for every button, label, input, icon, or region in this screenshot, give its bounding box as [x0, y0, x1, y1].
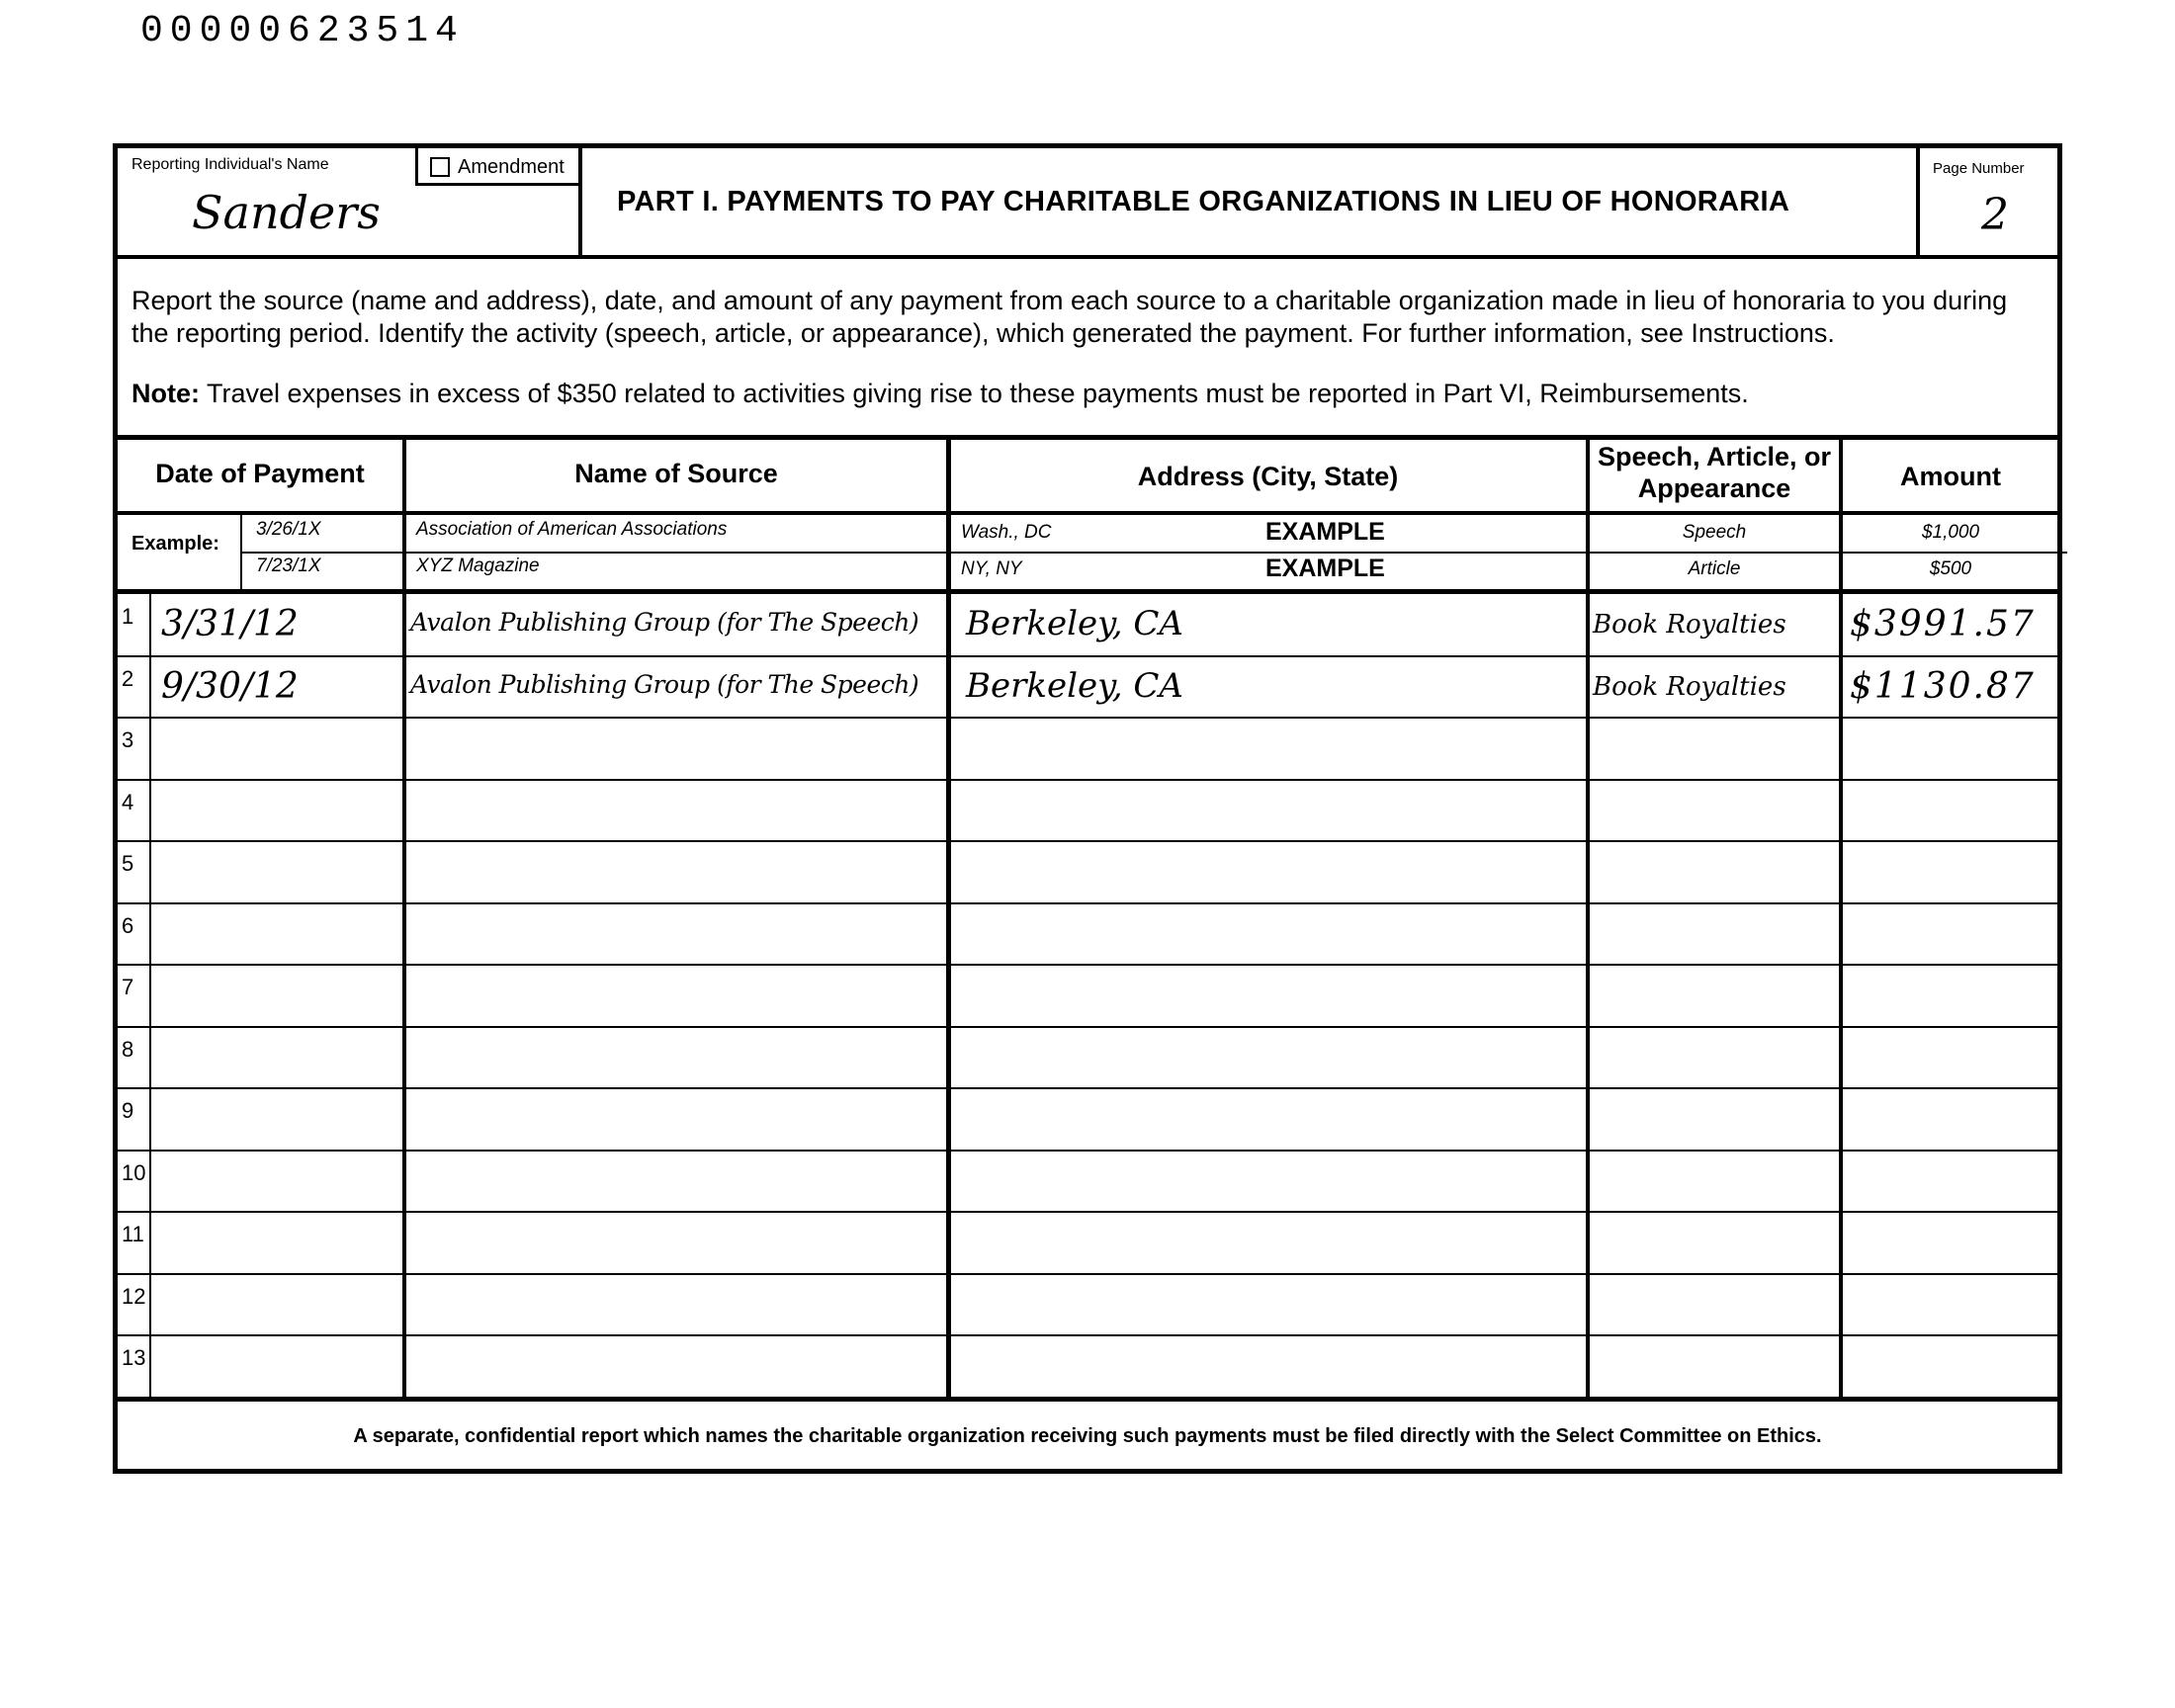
example-row-divider [240, 552, 2067, 554]
form-frame [113, 143, 2062, 1474]
instructions-bottom-rule [118, 435, 2057, 440]
table-bottom-rule [118, 1397, 2057, 1402]
row-number: 3 [122, 727, 134, 752]
header-divider-left [578, 148, 582, 255]
row-activity[interactable]: Book Royalties [1593, 610, 1786, 640]
row-number: 6 [122, 912, 134, 938]
instructions-note [131, 378, 2044, 410]
row-number: 2 [122, 665, 134, 691]
table-row [118, 841, 2057, 903]
example-2-amount: $500 [1929, 558, 1972, 579]
example-2-address: NY, NY [961, 558, 1022, 579]
row-number: 11 [122, 1222, 144, 1246]
note-text: Travel expenses in excess of $350 related to activities giving rise to these payments must be reported in Part VI, Reimbursements. [200, 379, 1749, 408]
example-1-source: Association of American Associations [416, 519, 728, 540]
reporting-name-label: Reporting Individual's Name [131, 156, 329, 173]
reporting-name-value: Sanders [192, 186, 381, 239]
col-header-date: Date of Payment [155, 459, 365, 488]
table-row [118, 594, 2057, 656]
row-amount[interactable]: $3991.57 [1850, 604, 2036, 644]
example-2-marker: EXAMPLE [1265, 555, 1385, 582]
page-number-value: 2 [1981, 190, 2009, 240]
col-header-amount: Amount [1900, 462, 2001, 491]
example-1-activity: Speech [1682, 522, 1747, 543]
row-activity[interactable]: Book Royalties [1593, 671, 1786, 702]
row-number: 8 [122, 1036, 134, 1062]
row-number: 1 [122, 604, 134, 629]
table-row [118, 656, 2057, 719]
example-1-marker: EXAMPLE [1265, 518, 1385, 546]
note-label: Note: [131, 379, 200, 408]
table-row [118, 1027, 2057, 1089]
amendment-label: Amendment [458, 156, 565, 178]
row-number: 12 [122, 1283, 146, 1309]
example-2-date: 7/23/1X [256, 555, 321, 576]
table-row [118, 1335, 2057, 1398]
amendment-checkbox[interactable] [430, 157, 450, 177]
col-header-activity: Speech, Article, or Appearance [1597, 442, 1832, 503]
row-number: 7 [122, 975, 134, 999]
row-address[interactable]: Berkeley, CA [966, 604, 1183, 643]
row-source[interactable]: Avalon Publishing Group (for The Speech) [410, 669, 919, 699]
table-row [118, 780, 2057, 842]
table-row [118, 965, 2057, 1027]
table-row [118, 1274, 2057, 1336]
header-divider-right [1916, 148, 1920, 255]
footer-note: A separate, confidential report which names the charitable organization receiving such payments must be filed directly with the Select Committee on Ethics. [353, 1425, 1822, 1447]
row-address[interactable]: Berkeley, CA [966, 665, 1183, 706]
example-2-activity: Article [1688, 558, 1741, 579]
col-header-address: Address (City, State) [1137, 462, 1399, 491]
row-number: 10 [122, 1159, 146, 1185]
row-number: 9 [122, 1098, 134, 1123]
row-number: 13 [122, 1345, 146, 1370]
table-row [118, 1151, 2057, 1213]
example-1-amount: $1,000 [1921, 522, 1980, 543]
row-date[interactable]: 9/30/12 [161, 665, 299, 707]
header-bottom-rule [118, 255, 2057, 259]
column-header-rule [118, 511, 2057, 515]
row-source[interactable]: Avalon Publishing Group (for The Speech) [410, 608, 919, 637]
example-label-divider [240, 515, 242, 594]
page-number-label: Page Number [1933, 160, 2025, 177]
table-row [118, 1212, 2057, 1274]
example-1-address: Wash., DC [961, 522, 1052, 543]
row-date[interactable]: 3/31/12 [161, 604, 299, 644]
table-row [118, 1088, 2057, 1151]
page-title: PART I. PAYMENTS TO PAY CHARITABLE ORGANIZATIONS IN LIEU OF HONORARIA [617, 186, 1790, 217]
row-number: 4 [122, 789, 134, 814]
example-label: Example: [131, 533, 219, 555]
instructions-text: Report the source (name and address), date, and amount of any payment from each source to a charitable organization made in lieu of honoraria to you during the reporting period. Identify the activity (speech, article, or appearance), which generated the payment. For further information, see Instructions. [131, 286, 2008, 348]
document-id: 00000623514 [140, 10, 465, 52]
table-row [118, 903, 2057, 966]
col-header-source: Name of Source [574, 459, 778, 488]
table-row [118, 718, 2057, 780]
row-number: 5 [122, 851, 134, 876]
example-1-date: 3/26/1X [256, 519, 321, 540]
row-amount[interactable]: $1130.87 [1850, 665, 2036, 707]
example-2-source: XYZ Magazine [416, 555, 540, 576]
